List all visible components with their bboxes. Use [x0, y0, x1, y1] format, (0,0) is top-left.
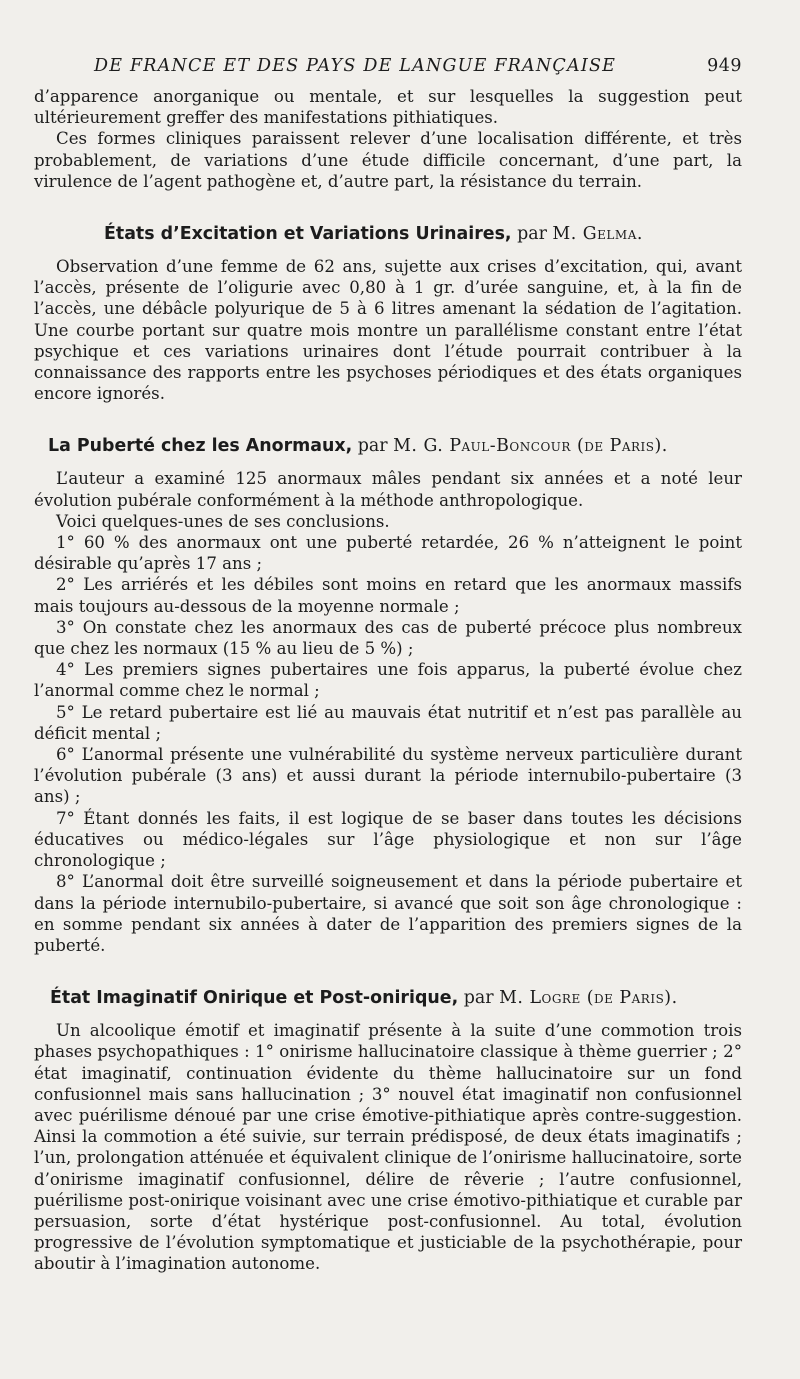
list-item: 7° Étant donnés les faits, il est logique de se baser dans toutes les décisions éducatives ou médico-légales sur l’âge physiologique et non sur l’âge chronologique ;: [34, 808, 742, 871]
section-title: [34, 986, 742, 1010]
running-head-title: DE FRANCE ET DES PAYS DE LANGUE FRANÇAISE: [94, 56, 617, 76]
section-author: M. Logre (de Paris).: [499, 988, 678, 1009]
section-heading: États d’Excitation et Variations Urinaires,: [104, 224, 512, 245]
list-item: 5° Le retard pubertaire est lié au mauvais état nutritif et n’est pas parallèle au déficit mental ;: [34, 702, 742, 743]
section-author: M. Gelma.: [552, 224, 643, 245]
section-par: par: [517, 224, 547, 245]
list-item: 2° Les arriérés et les débiles sont moins en retard que les anormaux massifs mais toujours au-dessous de la moyenne normale ;: [34, 575, 742, 616]
page-number: 949: [707, 56, 742, 76]
paragraph: Un alcoolique émotif et imaginatif présente à la suite d’une commotion trois phases psychopathiques : 1° onirisme hallucinatoire classique à thème guerrier ; 2° état imaginatif, continuation évidente du thème hallucinatoire sur un fond confusionnel mais sans hallucination ; 3° nouvel état imaginatif non confusionnel avec puérilisme dénoué par une crise émotive-pithiatique après contre-suggestion. Ainsi la commotion a été suivie, sur terrain prédisposé, de deux états imaginatifs ; l’un, prolongation atténuée et équivalent clinique de l’onirisme hallucinatoire, sorte d’onirisme imaginatif confusionnel, délire de rêverie ; l’autre confusionnel, puérilisme post-onirique voisinant avec une crise émotivo-pithiatique et curable par persuasion, sorte d’état hystérique post-confusionnel. Au total, évolution progressive de l’évolution symptomatique et justiciable de la psychothérapie, pour aboutir à l’imagination autonome.: [34, 1021, 742, 1274]
list-item: 6° L’anormal présente une vulnérabilité du système nerveux particulière durant l’évolution pubérale (3 ans) et aussi durant la période internubilo-pubertaire (3 ans) ;: [34, 745, 742, 807]
list-item: 8° L’anormal doit être surveillé soigneusement et dans la période pubertaire et dans la période internubilo-pubertaire, si avancé que soit son âge chronologique : en somme pendant six années à dater de l’apparition des premiers signes de la puberté.: [34, 872, 742, 955]
list-item: 3° On constate chez les anormaux des cas de puberté précoce plus nombreux que chez les normaux (15 % au lieu de 5 %) ;: [34, 617, 742, 659]
running-head: [34, 50, 742, 86]
paragraph: Ces formes cliniques paraissent relever d’une localisation différente, et très probablement, de variations d’une étude difficile concernant, d’une part, la virulence de l’agent pathogène et, d’autre part, la résistance du terrain.: [34, 129, 742, 191]
section-title: [34, 222, 742, 246]
section-author: M. G. Paul-Boncour (de Paris).: [393, 436, 668, 457]
list-item: 1° 60 % des anormaux ont une puberté retardée, 26 % n’atteignent le point désirable qu’après 17 ans ;: [34, 533, 742, 574]
section-par: par: [463, 988, 494, 1009]
paragraph: Voici quelques-unes de ses conclusions.: [56, 511, 390, 531]
section-heading: La Puberté chez les Anormaux,: [48, 436, 353, 457]
section-heading: État Imaginatif Onirique et Post-onirique,: [50, 988, 459, 1009]
paragraph: Observation d’une femme de 62 ans, sujette aux crises d’excitation, qui, avant l’accès, présente de l’oligurie avec 0,80 à 1 gr. d’urée sanguine, et, à la fin de l’accès, une débâcle polyurique de 5 à 6 litres amenant la sédation de l’agitation. Une courbe portant sur quatre mois montre un parallélisme constant entre l’état psychique et ces variations urinaires dont l’étude pourrait contribuer à la connaissance des rapports entre les psychoses périodiques et des états organiques encore ignorés.: [34, 257, 742, 404]
paragraph: L’auteur a examiné 125 anormaux mâles pendant six années et a noté leur évolution pubérale conformément à la méthode anthropologique.: [34, 469, 742, 510]
list-item: 4° Les premiers signes pubertaires une fois apparus, la puberté évolue chez l’anormal comme chez le normal ;: [34, 660, 742, 701]
section-title: [34, 434, 742, 458]
section-par: par: [357, 436, 388, 457]
paragraph: d’apparence anorganique ou mentale, et sur lesquelles la suggestion peut ultérieurement greffer des manifestations pithiatiques.: [34, 87, 742, 128]
